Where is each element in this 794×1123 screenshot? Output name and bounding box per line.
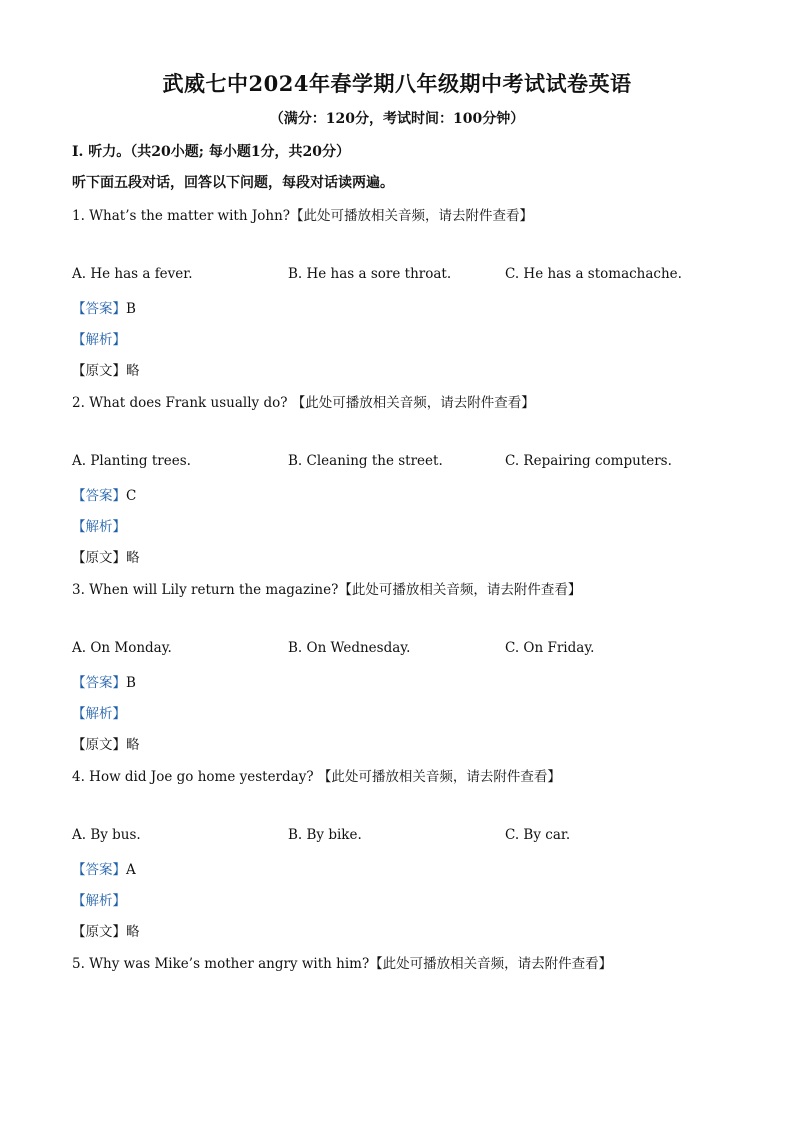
answer-label: 【答案】 — [72, 675, 126, 691]
q1-analysis — [72, 328, 126, 348]
instruction: 听下面五段对话，回答以下问题，每段对话读两遍。 — [72, 175, 394, 191]
answer-value: A — [126, 862, 136, 878]
q4-option-c: C. By car. — [505, 827, 571, 843]
q4-original — [72, 920, 140, 940]
q3-answer — [72, 671, 136, 691]
q2-option-b: B. Cleaning the street. — [288, 453, 443, 469]
q1-answer — [72, 297, 136, 317]
q4-option-b: B. By bike. — [288, 827, 362, 843]
q2-option-a: A. Planting trees. — [72, 453, 191, 469]
question-3: 3. When will Lily return the magazine?【此处可播放相关音频，请去附件查看】 — [72, 582, 582, 598]
q2-original — [72, 546, 140, 566]
q2-answer — [72, 484, 136, 504]
q4-answer — [72, 858, 136, 878]
q1-option-b: B. He has a sore throat. — [288, 266, 452, 282]
q3-option-c: C. On Friday. — [505, 640, 595, 656]
page-title: 武威七中2024年春学期八年级期中考试试卷英语 — [162, 71, 632, 96]
analysis-label: 【解析】 — [72, 519, 126, 535]
original-label: 【原文】 — [72, 363, 126, 379]
question-2: 2. What does Frank usually do? 【此处可播放相关音频，请去附件查看】 — [72, 395, 535, 411]
answer-value: C — [126, 488, 137, 504]
original-label: 【原文】 — [72, 550, 126, 566]
answer-value: B — [126, 301, 136, 317]
answer-label: 【答案】 — [72, 862, 126, 878]
original-text: 略 — [126, 363, 140, 379]
q1-option-a: A. He has a fever. — [72, 266, 193, 282]
question-4: 4. How did Joe go home yesterday? 【此处可播放相关音频，请去附件查看】 — [72, 769, 561, 785]
original-text: 略 — [126, 737, 140, 753]
answer-label: 【答案】 — [72, 301, 126, 317]
q4-option-a: A. By bus. — [72, 827, 141, 843]
original-label: 【原文】 — [72, 924, 126, 940]
q2-analysis — [72, 515, 126, 535]
analysis-label: 【解析】 — [72, 706, 126, 722]
original-text: 略 — [126, 550, 140, 566]
original-label: 【原文】 — [72, 737, 126, 753]
original-text: 略 — [126, 924, 140, 940]
question-5: 5. Why was Mike’s mother angry with him?【此处可播放相关音频，请去附件查看】 — [72, 956, 613, 972]
q3-analysis — [72, 702, 126, 722]
q4-analysis — [72, 889, 126, 909]
q1-option-c: C. He has a stomachache. — [505, 266, 682, 282]
q3-option-a: A. On Monday. — [72, 640, 172, 656]
answer-value: B — [126, 675, 136, 691]
analysis-label: 【解析】 — [72, 332, 126, 348]
section-heading: Ⅰ. 听力。（共20小题; 每小题1分，共20分） — [72, 144, 351, 160]
q3-original — [72, 733, 140, 753]
question-1: 1. What’s the matter with John?【此处可播放相关音频，请去附件查看】 — [72, 208, 534, 224]
q3-option-b: B. On Wednesday. — [288, 640, 411, 656]
q2-option-c: C. Repairing computers. — [505, 453, 672, 469]
q1-original — [72, 359, 140, 379]
analysis-label: 【解析】 — [72, 893, 126, 909]
page-subtitle: （满分：120分，考试时间：100分钟） — [269, 111, 525, 127]
answer-label: 【答案】 — [72, 488, 126, 504]
